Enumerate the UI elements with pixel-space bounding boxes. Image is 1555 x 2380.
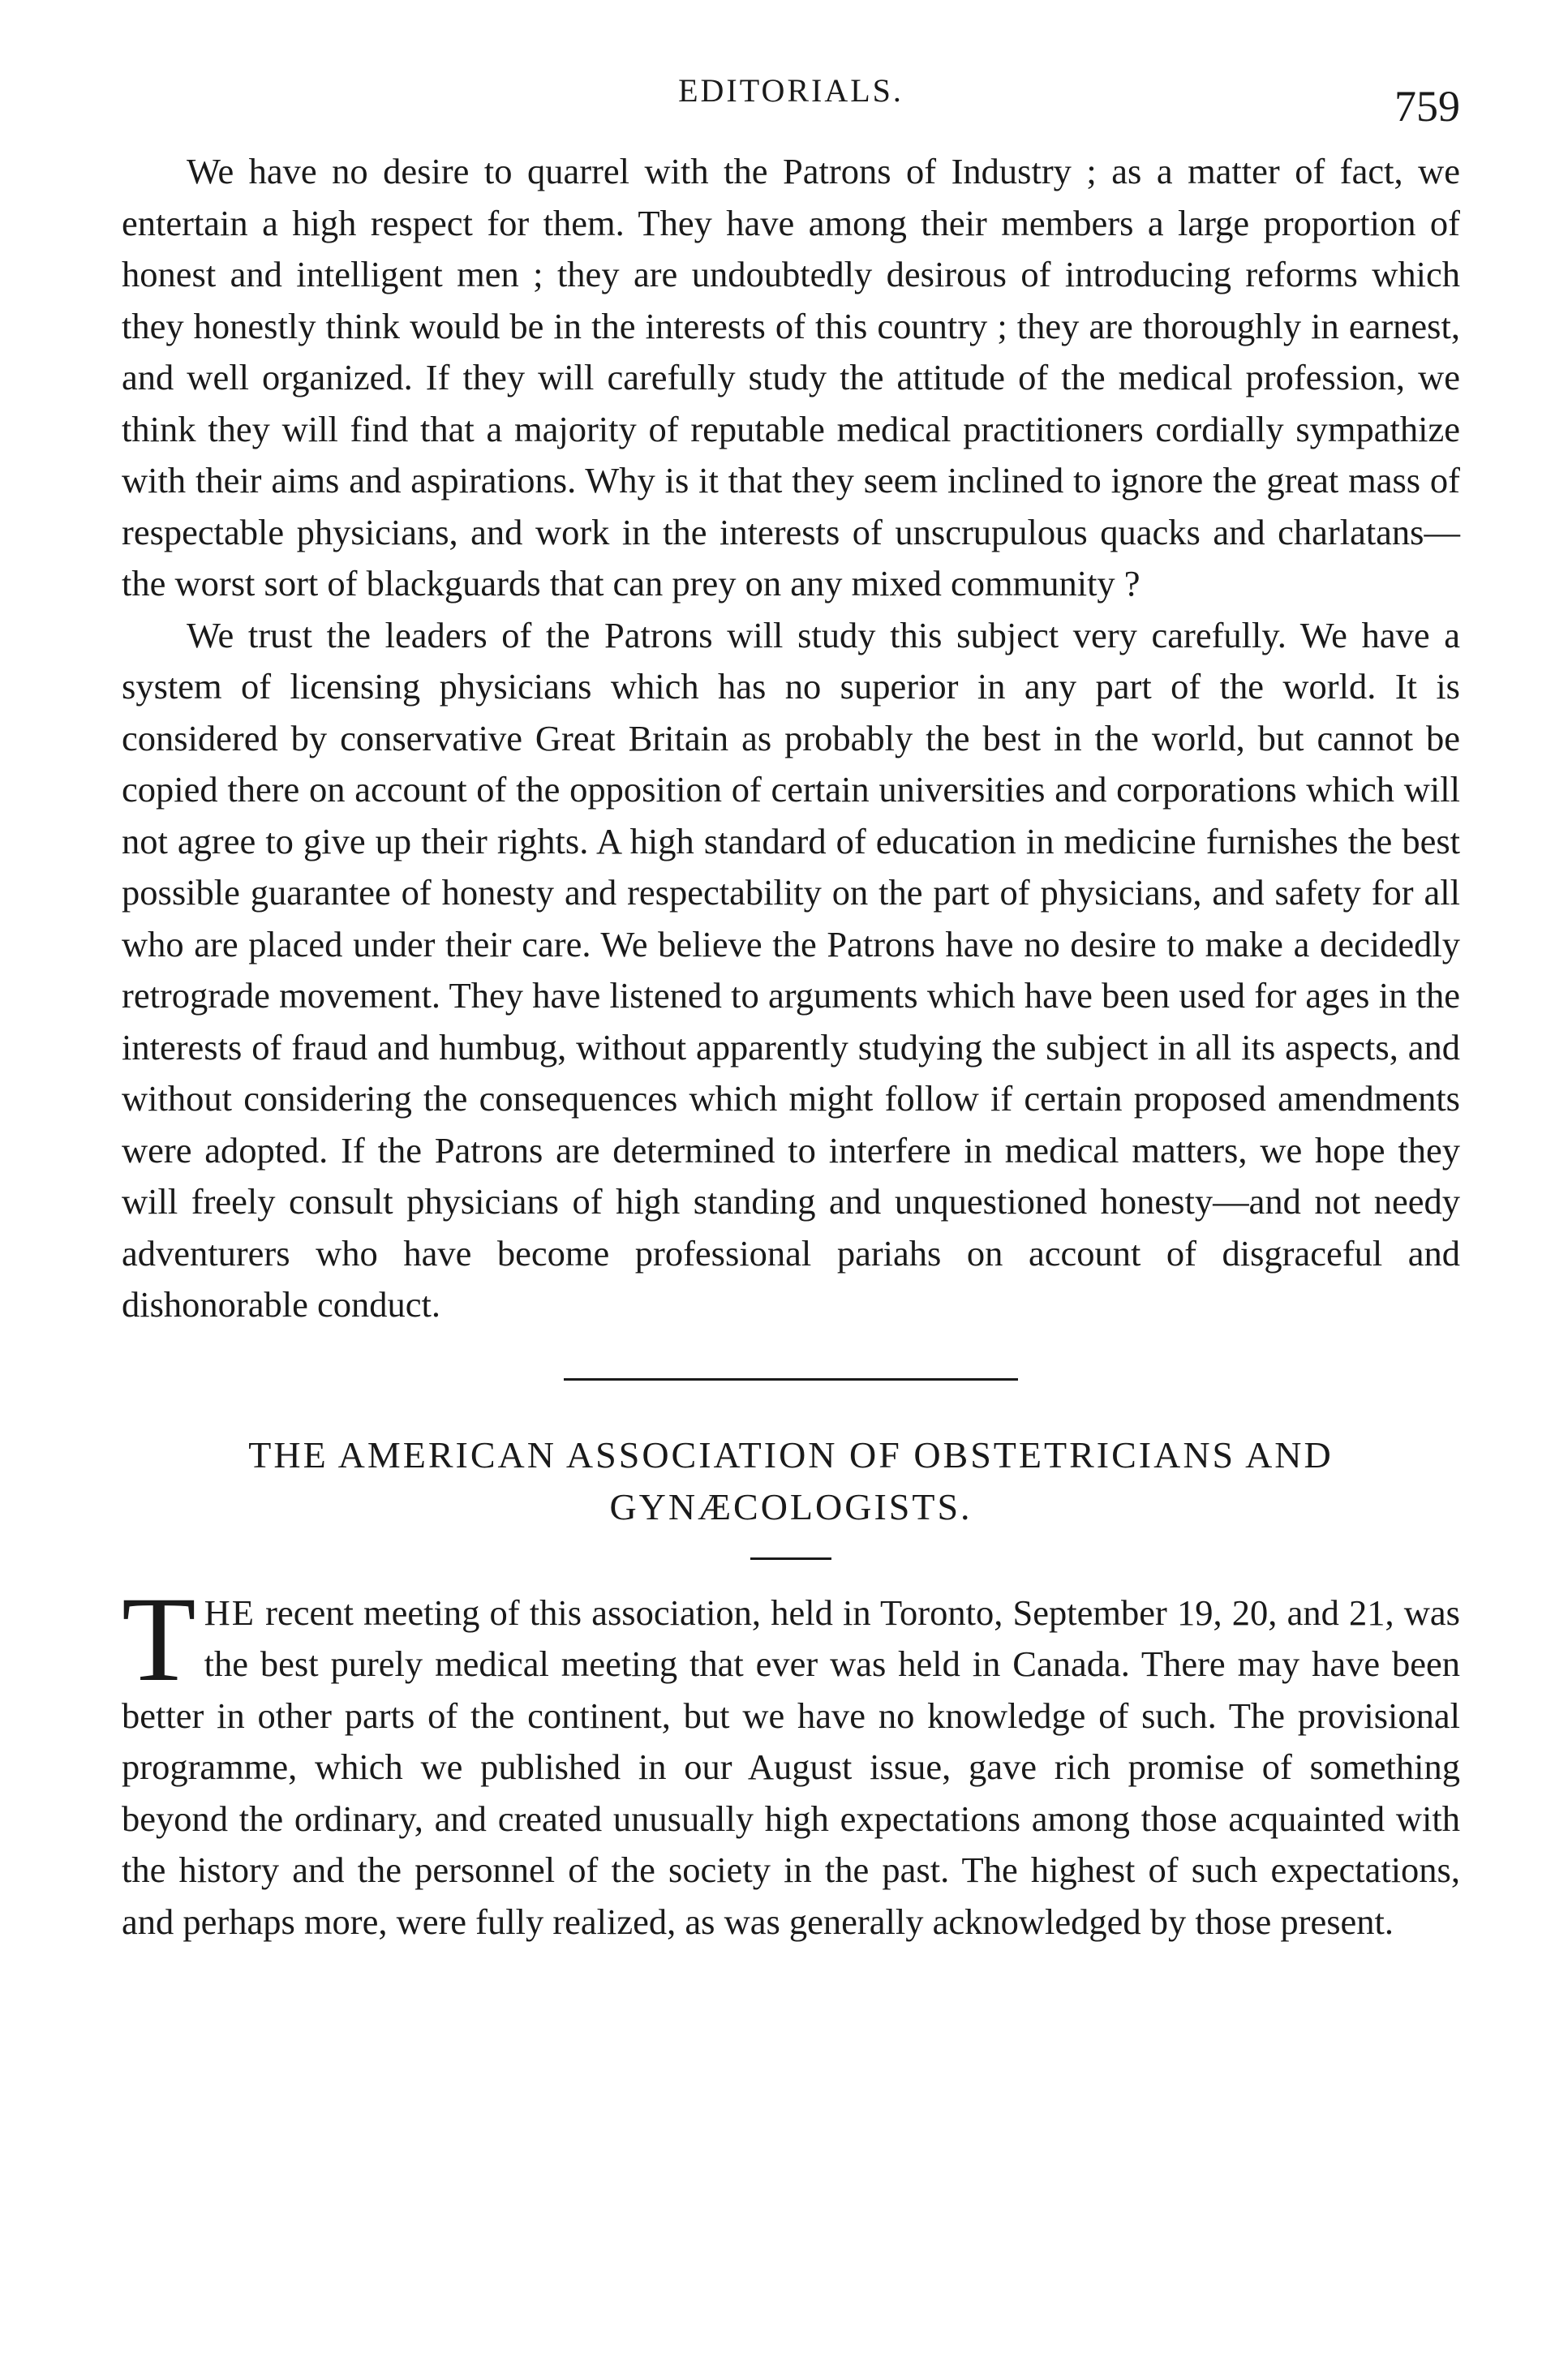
editorial-paragraph-1: We have no desire to quarrel with the Patrons of Industry ; as a matter of fact, we entertain a high respect for them. They have among their members a large proportion of honest and intelligent men ; they are undoubtedly desirous of introducing reforms which they honestly think would be in the interests of this country ; they are thoroughly in earnest, and well organized. If they will carefully study the attitude of the medical profession, we think they will find that a majority of reputable medical practitioners cordially sympathize with their aims and aspirations. Why is it that they seem inclined to ignore the great mass of respectable physicians, and work in the interests of unscrupulous quacks and charlatans—the worst sort of blackguards that can prey on any mixed community ? xyxy=(122,151,1460,604)
heading-rule xyxy=(750,1557,831,1560)
document-page xyxy=(122,57,1460,1948)
section-paragraph xyxy=(122,1571,1460,1948)
page-number: 759 xyxy=(1394,82,1460,131)
running-header xyxy=(122,57,1460,146)
section-body-text: recent meeting of this association, held in Toronto, September 19, 20, and 21, was the best purely medical meeting that ever was held in Canada. There may have been better in other parts of the continent, but we have no knowledge of such. The provisional programme, which we published in our August issue, gave rich promise of something beyond the ordinary, and created unusually high expectations among those acquainted with the history and the personnel of the society in the past. The highest of such expectations, and perhaps more, were fully realized, as was generally acknowledged by those present. xyxy=(122,1592,1460,1942)
section-heading: THE AMERICAN ASSOCIATION OF OBSTETRICIANS AND GYNÆCOLOGISTS. xyxy=(248,1433,1334,1527)
lead-word: HE xyxy=(204,1592,256,1633)
drop-cap: T xyxy=(122,1571,196,1707)
section-divider xyxy=(564,1378,1018,1381)
running-title: EDITORIALS. xyxy=(678,72,904,109)
editorial-body xyxy=(122,146,1460,1331)
editorial-paragraph-2: We trust the leaders of the Patrons will study this subject very carefully. We have a system of licensing physicians which has no superior in any part of the world. It is considered by conservative Great Britain as probably the best in the world, but cannot be copied there on account of the opposition of certain universities and corporations which will not agree to give up their rights. A high standard of education in medicine furnishes the best possible guarantee of honesty and respectability on the part of physicians, and safety for all who are placed under their care. We believe the Patrons have no desire to make a decidedly retrograde movement. They have listened to arguments which have been used for ages in the interests of fraud and humbug, without apparently studying the subject in all its aspects, and without considering the consequences which might follow if certain proposed amendments were adopted. If the Patrons are determined to interfere in medical matters, we hope they will freely consult physicians of high standing and unquestioned honesty—and not needy adventurers who have become professional pariahs on account of disgraceful and dishonorable conduct. xyxy=(122,614,1460,1325)
